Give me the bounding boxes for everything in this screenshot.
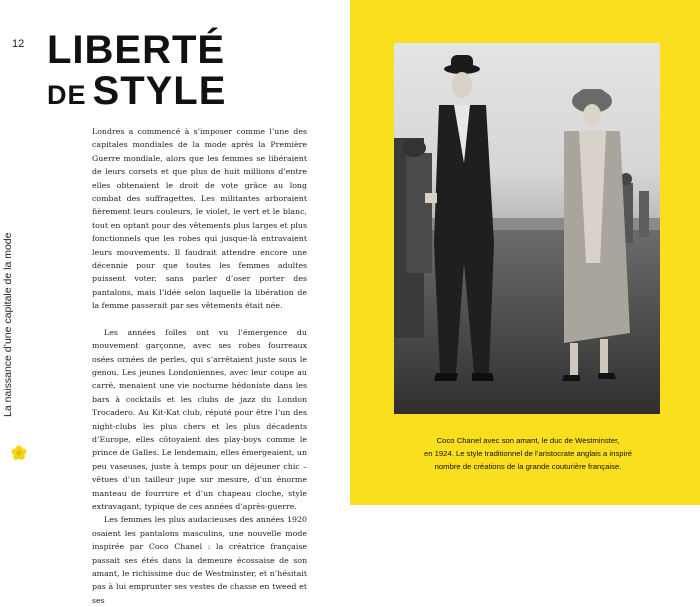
- caption-line-3: nombre de créations de la grande couturière française.: [434, 462, 622, 471]
- chapter-side-label: La naissance d’une capitale de la mode: [2, 232, 14, 417]
- page-number: 12: [12, 38, 25, 50]
- flower-icon: [11, 445, 27, 461]
- title-line-2: [47, 71, 226, 115]
- paragraph-2: Les années folles ont vu l’émergence du mouvement garçonne, avec ses robes fourreaux osées ornées de perles, qui s’arrêtaient juste sous le genou. Les jeunes Londoniennes, avec leur coupe au carré, menaient une vie nocturne hédoniste dans les bars à cocktails et les clubs de jazz du London Trocadero. Au Kit-Kat club, réputé pour être l’un des night-clubs les plus chers et les plus décadents d’Europe, elles côtoyaient des play-boys comme le prince de Galles. Le lendemain, elles émergeaient, un peu vaseuses, juste à temps pour un déjeuner chic – vêtues d’un tailleur jupe sur mesure, d’un énorme manteau de fourrure et d’un chapeau cloche, style extravagant, typique de ces années d’après-guerre.: [92, 327, 307, 511]
- photo-caption: [378, 434, 678, 473]
- left-page: [0, 0, 350, 605]
- title-line-1: LIBERTÉ: [47, 28, 226, 72]
- historical-photo: [394, 43, 660, 414]
- paragraph-1: Londres a commencé à s’imposer comme l’une des capitales mondiales de la mode après la Première Guerre mondiale, alors que les femmes se libéraient de leurs corsets et que plus de huit millions d’entre elles obtenaient le droit de vote grâce au long combat des suffragettes. Les militantes arboraient fièrement leurs couleurs, le violet, le vert et le blanc, tout en optant pour des vêtements plus larges et plus fonctionnels que les robes qui jusque-là entravaient leurs mouvements. Il faudrait attendre encore une décennie pour que toutes les femmes adultes puissent voter, sans parler d’oser porter des pantalons, mais l’idée selon laquelle la libération de la femme passerait par ses vêtements était née.: [92, 127, 307, 311]
- photo-illustration: [394, 43, 660, 414]
- caption-line-2: en 1924. Le style traditionnel de l’aristocrate anglais a inspiré: [423, 449, 633, 458]
- title-word-de: DE: [47, 80, 87, 110]
- caption-line-1: Coco Chanel avec son amant, le duc de Westminster,: [436, 436, 620, 445]
- title-word-style: STYLE: [92, 69, 227, 113]
- body-text: [92, 125, 307, 607]
- paragraph-3: Les femmes les plus audacieuses des années 1920 osaient les pantalons masculins, une nouvelle mode inspirée par Coco Chanel : la créatrice française passait ses étés dans la demeure écossaise de son amant, le richissime duc de Westminster, et n’hésitait pas à lui emprunter ses vestes de chasse en tweed et ses: [92, 515, 307, 605]
